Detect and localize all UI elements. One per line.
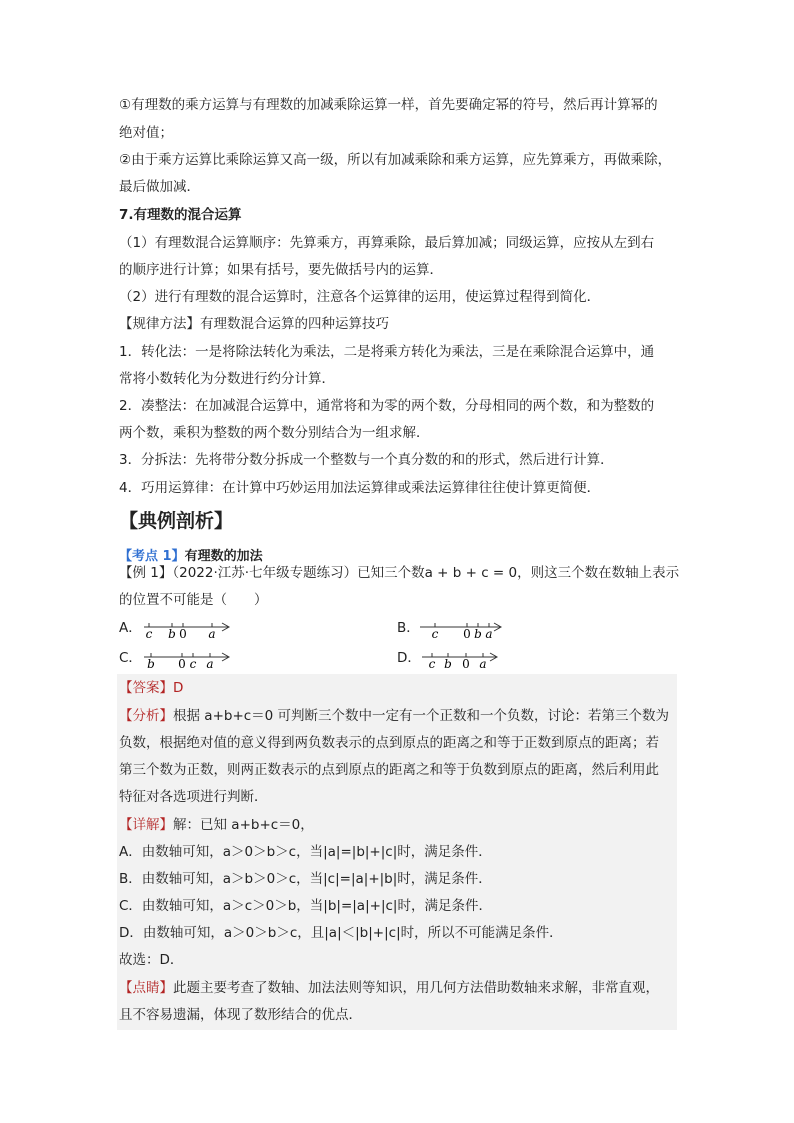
- answer-line: 【答案】D: [119, 680, 184, 696]
- text-line: （2）进行有理数的混合运算时，注意各个运算律的运用，使运算过程得到简化．: [119, 289, 601, 305]
- heading-mixed-operations: 7.有理数的混合运算: [119, 207, 242, 223]
- text-line: ①有理数的乘方运算与有理数的加减乘除运算一样，首先要确定幂的符号，然后再计算幂的: [119, 97, 658, 113]
- text-line: 1．转化法：一是将除法转化为乘法，二是将乘方转化为乘法，三是在乘除混合运算中，通: [119, 344, 655, 360]
- option-a-number-line: [142, 614, 237, 640]
- axis-label: b: [147, 657, 155, 670]
- axis-label: a: [485, 627, 493, 640]
- option-b-number-line: [418, 614, 508, 640]
- text-line: 的顺序进行计算；如果有括号，要先做括号内的运算．: [119, 262, 443, 278]
- axis-label: a: [206, 657, 214, 670]
- example-line: 【例 1】（2022·江苏·七年级专题练习）已知三个数a + b + c = 0，则这三个数在数轴上表示: [119, 565, 680, 581]
- option-b-label: B．: [397, 620, 420, 636]
- axis-label: b: [474, 627, 482, 640]
- choose-line: 故选：D．: [119, 952, 184, 968]
- axis-label: 0: [462, 657, 470, 670]
- kaodian-title: 有理数的加法: [184, 549, 263, 564]
- axis-label: a: [208, 627, 216, 640]
- text-line: 最后做加减．: [119, 179, 200, 195]
- text-line: （1）有理数混合运算顺序：先算乘方，再算乘除，最后算加减；同级运算，应按从左到右: [119, 235, 655, 251]
- axis-label: 0: [178, 657, 186, 670]
- option-a-label: A．: [119, 620, 142, 636]
- section-title: 【典例剖析】: [119, 510, 234, 532]
- method-heading: 【规律方法】有理数混合运算的四种运算技巧: [119, 316, 389, 332]
- option-c-number-line: [142, 644, 237, 670]
- answer-tag: 【分析】: [119, 708, 173, 724]
- axis-label: 0: [179, 627, 187, 640]
- comment-line: 【点睛】此题主要考查了数轴、加法法则等知识，用几何方法借助数轴来求解，非常直观，: [119, 980, 659, 996]
- text-line: 两个数，乘积为整数的两个数分别结合为一组求解．: [119, 425, 430, 441]
- axis-label: b: [444, 657, 452, 670]
- text-line: 4．巧用运算律：在计算中巧妙运用加法运算律或乘法运算律往往使计算更简便．: [119, 480, 601, 496]
- kaodian-heading: [119, 545, 263, 564]
- comment-line: 且不容易遗漏，体现了数形结合的优点．: [119, 1007, 362, 1023]
- text-line: ②由于乘方运算比乘除运算又高一级，所以有加减乘除和乘方运算，应先算乘方，再做乘除，: [119, 152, 672, 168]
- axis-label: c: [145, 627, 153, 640]
- analysis-line: 负数，根据绝对值的意义得到两负数表示的点到原点的距离之和等于正数到原点的距离；若: [119, 735, 659, 751]
- analysis-line: 【分析】根据 a+b+c＝0 可判断三个数中一定有一个正数和一个负数，讨论：若第三个数为: [119, 708, 670, 724]
- option-d-label: D．: [397, 650, 421, 666]
- option-c-label: C．: [119, 650, 142, 666]
- axis-label: c: [431, 627, 439, 640]
- axis-label: a: [479, 657, 487, 670]
- text-line: 2．凑整法：在加减混合运算中，通常将和为零的两个数，分母相同的两个数，和为整数的: [119, 398, 655, 414]
- detail-line: D．由数轴可知，a＞0＞b＞c，且|a|＜|b|+|c|时，所以不可能满足条件．: [119, 925, 563, 941]
- text-line: 绝对值；: [119, 125, 173, 141]
- analysis-line: 第三个数为正数，则两正数表示的点到原点的距离之和等于负数到原点的距离，然后利用此: [119, 762, 659, 778]
- answer-tag: 【详解】: [119, 817, 173, 833]
- kaodian-tag: 【考点 1】: [119, 549, 185, 564]
- detail-line: C．由数轴可知，a＞c＞0＞b，当|b|=|a|+|c|时，满足条件．: [119, 898, 492, 914]
- option-d-number-line: [420, 644, 505, 670]
- analysis-line: 特征对各选项进行判断．: [119, 789, 268, 805]
- detail-line: 【详解】解：已知 a+b+c＝0，: [119, 817, 314, 833]
- detail-line: A．由数轴可知，a＞0＞b＞c，当|a|=|b|+|c|时，满足条件．: [119, 844, 492, 860]
- text-line: 常将小数转化为分数进行约分计算．: [119, 371, 335, 387]
- detail-line: B．由数轴可知，a＞b＞0＞c，当|c|=|a|+|b|时，满足条件．: [119, 871, 492, 887]
- axis-label: b: [168, 627, 176, 640]
- axis-label: 0: [463, 627, 471, 640]
- axis-label: c: [428, 657, 436, 670]
- axis-label: c: [189, 657, 197, 670]
- example-line: 的位置不可能是（ ）: [119, 592, 268, 608]
- text-line: 3．分拆法：先将带分数分拆成一个整数与一个真分数的和的形式，然后进行计算．: [119, 452, 614, 468]
- answer-tag: 【点睛】: [119, 980, 173, 996]
